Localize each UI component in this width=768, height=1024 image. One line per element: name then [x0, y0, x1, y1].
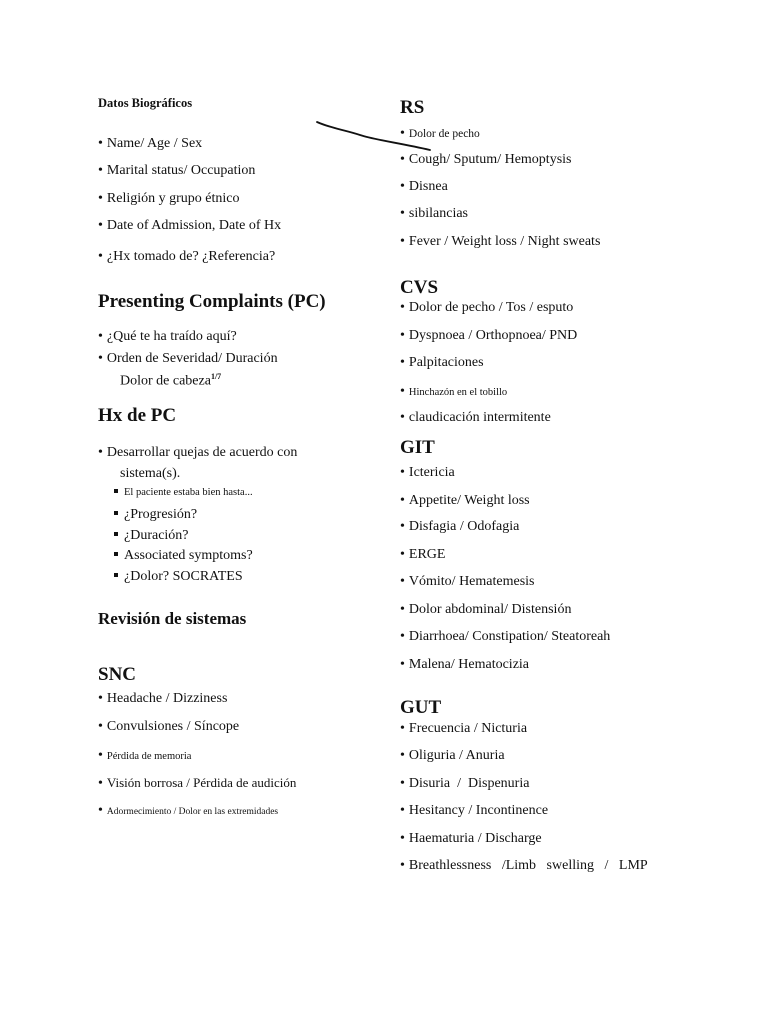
snc-item: • Visión borrosa / Pérdida de audición [98, 775, 297, 791]
snc-item: • Headache / Dizziness [98, 691, 228, 706]
hxpc-heading: Hx de PC [98, 405, 177, 426]
bio-item: • Date of Admission, Date of Hx [98, 218, 282, 233]
cvs-item: • Dyspnoea / Orthopnoea/ PND [400, 328, 578, 343]
pc-heading: Presenting Complaints (PC) [98, 291, 326, 312]
git-item: • Vómito/ Hematemesis [400, 574, 535, 589]
bio-item: • Marital status/ Occupation [98, 163, 256, 178]
git-item: • Malena/ Hematocizia [400, 657, 530, 672]
rs-item: • Fever / Weight loss / Night sweats [400, 234, 601, 249]
git-item: • Diarrhoea/ Constipation/ Steatoreah [400, 629, 611, 644]
rs-heading: RS [400, 97, 425, 118]
pc-item: • Orden de Severidad/ Duración [98, 351, 278, 366]
git-item: • Ictericia [400, 465, 455, 480]
bio-item: • Religión y grupo étnico [98, 191, 240, 206]
rs-item: • Cough/ Sputum/ Hemoptysis [400, 152, 572, 167]
hxpc-item-continued: sistema(s). [120, 466, 181, 481]
rs-item: • Disnea [400, 179, 448, 194]
pc-example: Dolor de cabeza$^{1/7}$ [120, 372, 222, 389]
git-item: • Appetite/ Weight loss [400, 493, 530, 508]
snc-item: • Convulsiones / Síncope [98, 719, 240, 734]
bio-item: • ¿Hx tomado de? ¿Referencia? [98, 249, 276, 264]
cvs-item: • Palpitaciones [400, 355, 484, 370]
gut-item: • Disuria / Dispenuria [400, 776, 530, 791]
pc-item: • ¿Qué te ha traído aquí? [98, 329, 237, 344]
pc-example-superscript: 1/7 [210, 372, 222, 381]
hxpc-subitem: Associated symptoms? [114, 548, 253, 564]
gut-item: • Hesitancy / Incontinence [400, 803, 549, 818]
snc-item: • Adormecimiento / Dolor en las extremidades [98, 803, 279, 818]
snc-heading: SNC [98, 664, 137, 685]
git-item: • Disfagia / Odofagia [400, 519, 520, 534]
gut-heading: GUT [400, 697, 442, 718]
cvs-item: • Dolor de pecho / Tos / esputo [400, 300, 574, 315]
gut-item: • Haematuria / Discharge [400, 831, 542, 846]
git-item: • Dolor abdominal/ Distensión [400, 602, 572, 617]
hxpc-subitem: El paciente estaba bien hasta... [114, 487, 253, 498]
git-heading: GIT [400, 437, 435, 458]
hxpc-item: • Desarrollar quejas de acuerdo con [98, 445, 298, 460]
cvs-heading: CVS [400, 277, 439, 298]
bio-item: • Name/ Age / Sex [98, 136, 203, 151]
rs-item: • sibilancias [400, 206, 469, 221]
cvs-item: • claudicación intermitente [400, 410, 551, 425]
hxpc-subitem: ¿Progresión? [114, 507, 197, 523]
cvs-item: • Hinchazón en el tobillo [400, 384, 508, 399]
snc-item: • Pérdida de memoria [98, 748, 192, 763]
review-heading: Revisión de sistemas [98, 609, 247, 628]
bio-heading: Datos Biográficos [98, 96, 193, 110]
git-item: • ERGE [400, 547, 446, 562]
gut-item: • Frecuencia / Nicturia [400, 721, 528, 736]
gut-item: • Breathlessness /Limb swelling / LMP [400, 858, 648, 873]
hxpc-subitem: ¿Duración? [114, 528, 189, 544]
rs-item: • Dolor de pecho [400, 126, 480, 141]
hxpc-subitem: ¿Dolor? SOCRATES [114, 569, 243, 585]
gut-item: • Oliguria / Anuria [400, 748, 505, 763]
